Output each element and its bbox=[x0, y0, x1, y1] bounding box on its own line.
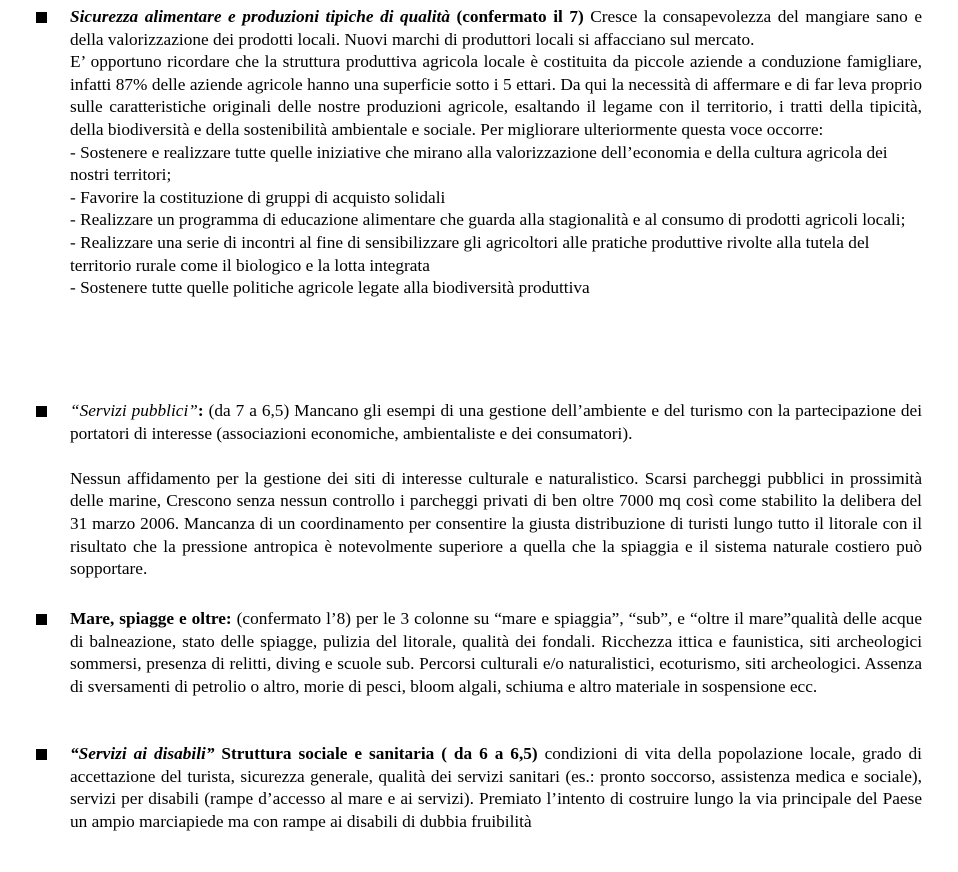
section-paragraph: Nessun affidamento per la gestione dei siti di interesse culturale e naturalistico. Scarsi parcheggi pubblici in prossimità delle marine, Crescono senza nessun controllo i parcheggi privati di ben oltre 7000 mq così come stabilito la delibera del 31 marzo 2006. Mancanza di un coordinamento per consentire la giusta distribuzione di turisti lungo tutto il litorale con il risultato che la pressione antropica è notevolmente superiore a quella che la spiaggia e il sistema naturale costiero può sopportare. bbox=[70, 468, 922, 579]
section-heading-colon: : bbox=[197, 401, 204, 420]
square-bullet-icon bbox=[36, 614, 47, 625]
section-body bbox=[70, 743, 922, 833]
section-heading: Mare, spiagge e oltre: bbox=[70, 609, 232, 628]
section-subheading: Struttura sociale e sanitaria ( da 6 a 6,5) bbox=[214, 744, 538, 763]
section-lead: per le 3 colonne su “mare e spiaggia”, “sub”, e “oltre il mare”qualità delle acque di balneazione, stato delle spiagge, pulizia del litorale, qualità dei fondali. Ricchezza ittica e faunistica, siti archeologici sommersi, presenza di relitti, diving e scuole sub. Percorsi culturali e/o naturalistici, ecoturismo, siti archeologici. Assenza di sversamenti di petrolio o altro, morie di pesci, bloom algali, schiuma e altro materiale in sospensione ecc. bbox=[70, 609, 922, 696]
section-heading: “Servizi ai disabili” bbox=[70, 744, 215, 763]
section-lead: condizioni di vita della popolazione locale, grado di accettazione del turista, sicurezza generale, qualità dei servizi sanitari (es.: pronto soccorso, assistenza medica e sociale), servizi per disabili (rampe d’accesso al mare e ai servizi). Premiato l’intento di costruire lungo la via principale del Paese un ampio marciapiede ma con rampe ai disabili di dubbia fruibilità bbox=[70, 744, 922, 831]
list-item: - Sostenere tutte quelle politiche agricole legate alla biodiversità produttiva bbox=[70, 278, 590, 298]
section-lead: Mancano gli esempi di una gestione dell’ambiente e del turismo con la partecipazione dei portatori di interesse (associazioni economiche, ambientaliste e dei consumatori). bbox=[70, 401, 922, 443]
list-item: - Favorire la costituzione di gruppi di acquisto solidali bbox=[70, 187, 446, 207]
list-item: - Sostenere e realizzare tutte quelle iniziative che mirano alla valorizzazione dell’economia e della cultura agricola dei nostri territori; bbox=[70, 142, 888, 185]
square-bullet-icon bbox=[36, 749, 47, 760]
section-intro bbox=[70, 608, 922, 698]
section-intro bbox=[70, 400, 922, 445]
section-body bbox=[70, 608, 922, 698]
section-heading: Sicurezza alimentare e produzioni tipiche di qualità bbox=[70, 7, 450, 26]
square-bullet-icon bbox=[36, 12, 47, 23]
list-item: - Realizzare un programma di educazione alimentare che guarda alla stagionalità e al consumo di prodotti agricoli locali; bbox=[70, 210, 906, 230]
section-paragraph: E’ opportuno ricordare che la struttura produttiva agricola locale è costituita da piccole aziende a conduzione famigliare, infatti 87% delle aziende agricole hanno una superficie sotto i 5 ettari. Da qui la necessità di affermare e di far leva proprio sulle caratteristiche originali delle nostre produzioni agricole, esaltando il legame con il territorio, i tratti della tipicità, della biodiversità e della sostenibilità ambientale e sociale. Per migliorare ulteriormente questa voce occorre: bbox=[70, 52, 922, 139]
section-rating: (confermato l’8) bbox=[231, 609, 352, 628]
section-intro bbox=[70, 6, 922, 51]
list-item: - Realizzare una serie di incontri al fine di sensibilizzare gli agricoltori alle pratiche produttive rivolte alla tutela del territorio rurale come il biologico e la lotta integrata bbox=[70, 232, 870, 275]
section-lead: Cresce la consapevolezza del mangiare sano e della valorizzazione dei prodotti locali. Nuovi marchi di produttori locali si affacciano sul mercato. bbox=[70, 7, 922, 49]
section-rating: (da 7 a 6,5) bbox=[203, 401, 290, 420]
square-bullet-icon bbox=[36, 406, 47, 417]
section-heading: “Servizi pubblici” bbox=[70, 401, 198, 420]
section-body bbox=[70, 6, 922, 300]
section-rating: (confermato il 7) bbox=[456, 7, 584, 26]
section-body bbox=[70, 400, 922, 581]
section-intro bbox=[70, 743, 922, 833]
